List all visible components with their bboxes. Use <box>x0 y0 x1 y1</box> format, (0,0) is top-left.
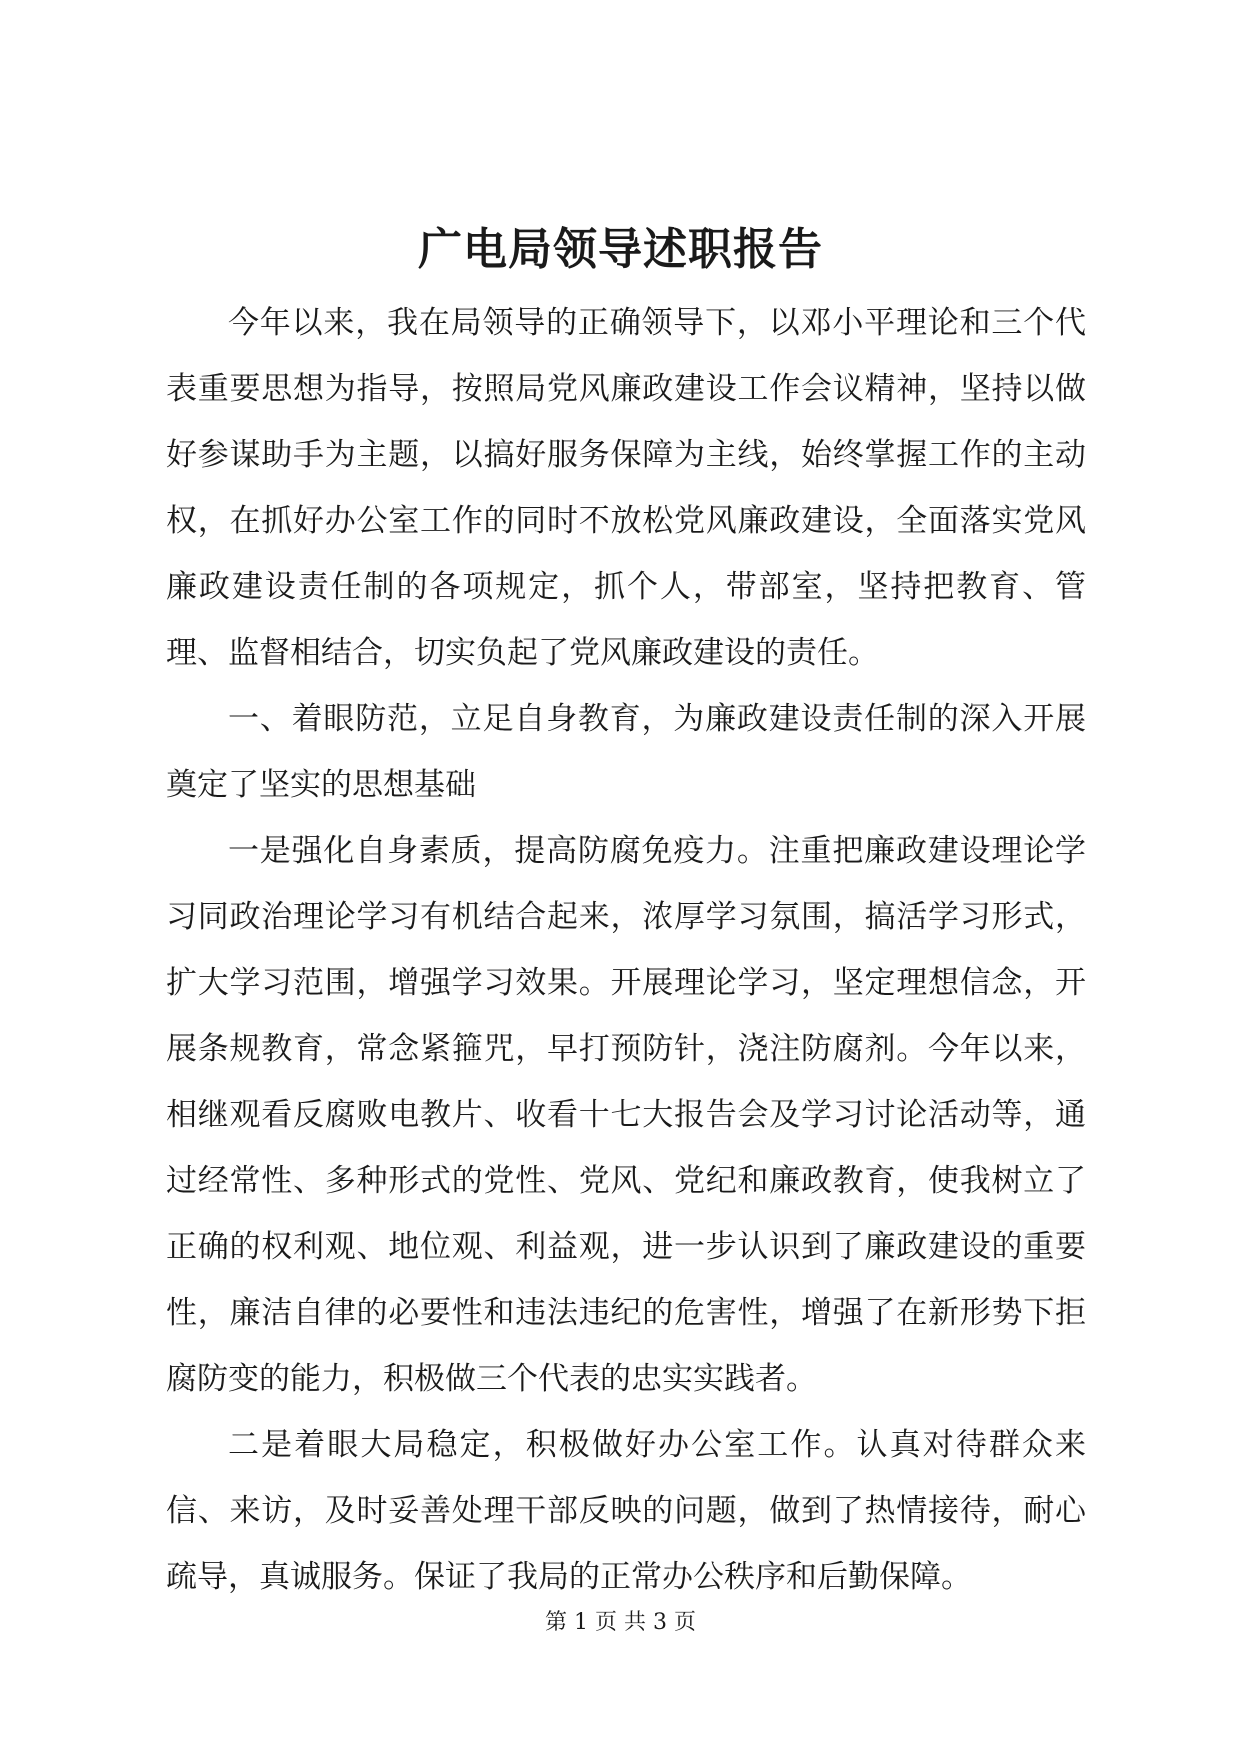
paragraph-point-2: 二是着眼大局稳定，积极做好办公室工作。认真对待群众来信、来访，及时妥善处理干部反映的问题，做到了热情接待，耐心疏导，真诚服务。保证了我局的正常办公秩序和后勤保障。 <box>166 1427 1086 1595</box>
page-number-footer: 第 1 页 共 3 页 <box>545 1610 696 1635</box>
section-heading-1: 一、着眼防范，立足自身教育，为廉政建设责任制的深入开展奠定了坚实的思想基础 <box>166 701 1086 803</box>
paragraph-point-1: 一是强化自身素质，提高防腐免疫力。注重把廉政建设理论学习同政治理论学习有机结合起来，浓厚学习氛围，搞活学习形式，扩大学习范围，增强学习效果。开展理论学习，坚定理想信念，开展条规教育，常念紧箍咒，早打预防针，浇注防腐剂。今年以来，相继观看反腐败电教片、收看十七大报告会及学习讨论活动等，通过经常性、多种形式的党性、党风、党纪和廉政教育，使我树立了正确的权利观、地位观、利益观，进一步认识到了廉政建设的重要性，廉洁自律的必要性和违法违纪的危害性，增强了在新形势下拒腐防变的能力，积极做三个代表的忠实实践者。 <box>166 833 1086 1397</box>
document-title: 广电局领导述职报告 <box>418 224 823 275</box>
paragraph-intro: 今年以来，我在局领导的正确领导下，以邓小平理论和三个代表重要思想为指导，按照局党风廉政建设工作会议精神，坚持以做好参谋助手为主题，以搞好服务保障为主线，始终掌握工作的主动权，在抓好办公室工作的同时不放松党风廉政建设，全面落实党风廉政建设责任制的各项规定，抓个人，带部室，坚持把教育、管理、监督相结合，切实负起了党风廉政建设的责任。 <box>166 305 1086 671</box>
document-body <box>166 290 1086 1610</box>
